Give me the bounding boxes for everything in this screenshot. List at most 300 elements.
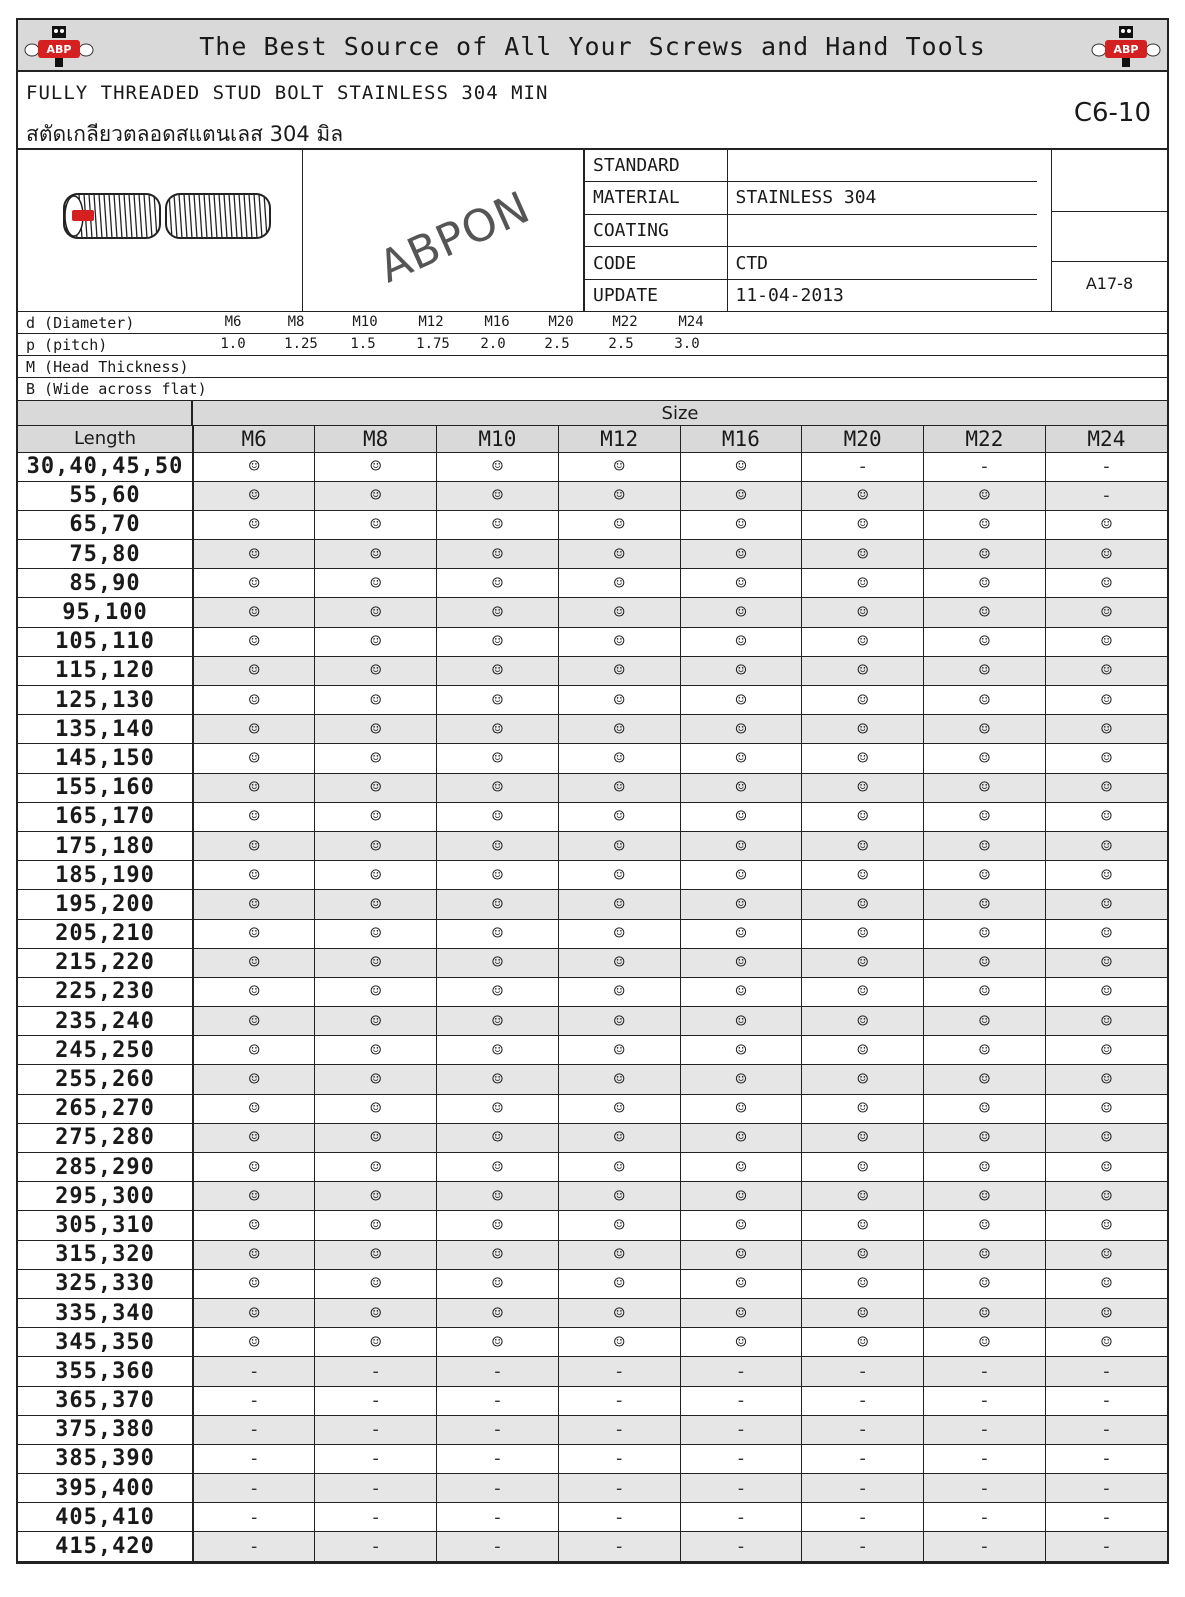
available-smiley-icon: ☺: [558, 1182, 680, 1211]
available-smiley-icon: ☺: [558, 919, 680, 948]
size-column-header: M8: [315, 426, 437, 452]
table-row: [18, 452, 1167, 481]
length-cell: 385,390: [18, 1444, 193, 1473]
available-smiley-icon: ☺: [437, 1153, 559, 1182]
unavailable-dash: -: [680, 1532, 802, 1561]
available-smiley-icon: ☺: [1045, 1269, 1167, 1298]
table-row: [18, 802, 1167, 831]
available-smiley-icon: ☺: [193, 1153, 315, 1182]
available-smiley-icon: ☺: [802, 1240, 924, 1269]
available-smiley-icon: ☺: [437, 1182, 559, 1211]
availability-table: [18, 426, 1167, 1562]
available-smiley-icon: ☺: [437, 1036, 559, 1065]
size-column-header: M12: [558, 426, 680, 452]
available-smiley-icon: ☺: [193, 1036, 315, 1065]
available-smiley-icon: ☺: [193, 569, 315, 598]
available-smiley-icon: ☺: [1045, 569, 1167, 598]
available-smiley-icon: ☺: [558, 1036, 680, 1065]
length-cell: 235,240: [18, 1007, 193, 1036]
available-smiley-icon: ☺: [558, 773, 680, 802]
available-smiley-icon: ☺: [558, 1211, 680, 1240]
table-row: [18, 1094, 1167, 1123]
watermark-cell: [303, 150, 585, 312]
available-smiley-icon: ☺: [924, 948, 1046, 977]
table-row: [18, 1123, 1167, 1152]
available-smiley-icon: ☺: [1045, 744, 1167, 773]
unavailable-dash: -: [680, 1357, 802, 1386]
available-smiley-icon: ☺: [1045, 1328, 1167, 1357]
available-smiley-icon: ☺: [802, 1094, 924, 1123]
diameter-value: M16: [484, 314, 510, 330]
available-smiley-icon: ☺: [680, 948, 802, 977]
available-smiley-icon: ☺: [924, 1298, 1046, 1327]
size-column-header: M22: [924, 426, 1046, 452]
available-smiley-icon: ☺: [315, 686, 437, 715]
available-smiley-icon: ☺: [315, 481, 437, 510]
length-cell: 125,130: [18, 686, 193, 715]
length-cell: 75,80: [18, 540, 193, 569]
available-smiley-icon: ☺: [680, 1094, 802, 1123]
table-row: [18, 1386, 1167, 1415]
available-smiley-icon: ☺: [558, 569, 680, 598]
available-smiley-icon: ☺: [680, 773, 802, 802]
available-smiley-icon: ☺: [437, 686, 559, 715]
pitch-value: 2.0: [480, 336, 506, 352]
table-row: [18, 686, 1167, 715]
available-smiley-icon: ☺: [1045, 1123, 1167, 1152]
available-smiley-icon: ☺: [924, 831, 1046, 860]
unavailable-dash: -: [558, 1503, 680, 1532]
unavailable-dash: -: [315, 1444, 437, 1473]
available-smiley-icon: ☺: [680, 598, 802, 627]
available-smiley-icon: ☺: [802, 1328, 924, 1357]
available-smiley-icon: ☺: [315, 890, 437, 919]
unavailable-dash: -: [924, 1415, 1046, 1444]
unavailable-dash: -: [558, 1357, 680, 1386]
available-smiley-icon: ☺: [437, 977, 559, 1006]
available-smiley-icon: ☺: [437, 1298, 559, 1327]
available-smiley-icon: ☺: [924, 1269, 1046, 1298]
table-row: [18, 510, 1167, 539]
available-smiley-icon: ☺: [924, 1123, 1046, 1152]
pitch-value: 1.75: [416, 336, 450, 352]
available-smiley-icon: ☺: [924, 1094, 1046, 1123]
available-smiley-icon: ☺: [437, 948, 559, 977]
length-cell: 185,190: [18, 861, 193, 890]
available-smiley-icon: ☺: [680, 569, 802, 598]
unavailable-dash: -: [802, 1357, 924, 1386]
length-cell: 335,340: [18, 1298, 193, 1327]
available-smiley-icon: ☺: [680, 1153, 802, 1182]
svg-text:ABP: ABP: [1113, 43, 1139, 56]
available-smiley-icon: ☺: [437, 598, 559, 627]
available-smiley-icon: ☺: [315, 1094, 437, 1123]
available-smiley-icon: ☺: [802, 1007, 924, 1036]
available-smiley-icon: ☺: [437, 1094, 559, 1123]
available-smiley-icon: ☺: [1045, 656, 1167, 685]
available-smiley-icon: ☺: [315, 948, 437, 977]
available-smiley-icon: ☺: [924, 569, 1046, 598]
available-smiley-icon: ☺: [680, 1269, 802, 1298]
available-smiley-icon: ☺: [437, 627, 559, 656]
available-smiley-icon: ☺: [437, 744, 559, 773]
head-thickness-label: M (Head Thickness): [26, 358, 189, 376]
available-smiley-icon: ☺: [558, 1065, 680, 1094]
unavailable-dash: -: [924, 1503, 1046, 1532]
size-label: Size: [661, 403, 699, 424]
available-smiley-icon: ☺: [193, 481, 315, 510]
available-smiley-icon: ☺: [558, 1007, 680, 1036]
available-smiley-icon: ☺: [193, 540, 315, 569]
available-smiley-icon: ☺: [437, 540, 559, 569]
diameter-value: M22: [612, 314, 638, 330]
available-smiley-icon: ☺: [680, 686, 802, 715]
unavailable-dash: -: [680, 1444, 802, 1473]
available-smiley-icon: ☺: [924, 481, 1046, 510]
available-smiley-icon: ☺: [193, 977, 315, 1006]
available-smiley-icon: ☺: [193, 1065, 315, 1094]
available-smiley-icon: ☺: [924, 1153, 1046, 1182]
available-smiley-icon: ☺: [802, 948, 924, 977]
available-smiley-icon: ☺: [924, 686, 1046, 715]
available-smiley-icon: ☺: [680, 656, 802, 685]
available-smiley-icon: ☺: [437, 1065, 559, 1094]
available-smiley-icon: ☺: [802, 1269, 924, 1298]
available-smiley-icon: ☺: [680, 1182, 802, 1211]
unavailable-dash: -: [558, 1415, 680, 1444]
available-smiley-icon: ☺: [802, 1123, 924, 1152]
available-smiley-icon: ☺: [193, 627, 315, 656]
available-smiley-icon: ☺: [680, 861, 802, 890]
available-smiley-icon: ☺: [802, 831, 924, 860]
available-smiley-icon: ☺: [437, 919, 559, 948]
available-smiley-icon: ☺: [802, 1065, 924, 1094]
title-row: [18, 72, 1167, 150]
pitch-label: p (pitch): [26, 336, 108, 354]
table-row: [18, 481, 1167, 510]
available-smiley-icon: ☺: [1045, 510, 1167, 539]
spec-label: UPDATE: [585, 279, 727, 312]
length-cell: 265,270: [18, 1094, 193, 1123]
unavailable-dash: -: [193, 1444, 315, 1473]
available-smiley-icon: ☺: [680, 715, 802, 744]
available-smiley-icon: ☺: [1045, 598, 1167, 627]
available-smiley-icon: ☺: [437, 1240, 559, 1269]
table-row: [18, 1065, 1167, 1094]
available-smiley-icon: ☺: [193, 1094, 315, 1123]
unavailable-dash: -: [924, 1357, 1046, 1386]
length-cell: 365,370: [18, 1386, 193, 1415]
diameter-value: M8: [287, 314, 305, 330]
unavailable-dash: -: [193, 1474, 315, 1503]
available-smiley-icon: ☺: [437, 656, 559, 685]
available-smiley-icon: ☺: [680, 452, 802, 481]
unavailable-dash: -: [1045, 452, 1167, 481]
available-smiley-icon: ☺: [193, 744, 315, 773]
pitch-row: [18, 334, 1167, 356]
available-smiley-icon: ☺: [1045, 686, 1167, 715]
unavailable-dash: -: [437, 1474, 559, 1503]
unavailable-dash: -: [680, 1503, 802, 1532]
length-cell: 205,210: [18, 919, 193, 948]
available-smiley-icon: ☺: [924, 1065, 1046, 1094]
available-smiley-icon: ☺: [193, 452, 315, 481]
unavailable-dash: -: [802, 1444, 924, 1473]
diameter-value: M12: [418, 314, 444, 330]
available-smiley-icon: ☺: [924, 1240, 1046, 1269]
unavailable-dash: -: [802, 1386, 924, 1415]
catalog-sheet: [16, 18, 1169, 1564]
available-smiley-icon: ☺: [680, 510, 802, 539]
available-smiley-icon: ☺: [1045, 1065, 1167, 1094]
available-smiley-icon: ☺: [1045, 1036, 1167, 1065]
length-cell: 105,110: [18, 627, 193, 656]
available-smiley-icon: ☺: [315, 861, 437, 890]
available-smiley-icon: ☺: [315, 744, 437, 773]
product-image: [18, 150, 303, 312]
available-smiley-icon: ☺: [802, 890, 924, 919]
available-smiley-icon: ☺: [1045, 802, 1167, 831]
unavailable-dash: -: [802, 1532, 924, 1561]
length-header: Length: [18, 426, 193, 452]
length-cell: 85,90: [18, 569, 193, 598]
available-smiley-icon: ☺: [802, 715, 924, 744]
unavailable-dash: -: [193, 1415, 315, 1444]
available-smiley-icon: ☺: [315, 540, 437, 569]
diameter-label: d (Diameter): [26, 314, 135, 332]
available-smiley-icon: ☺: [315, 627, 437, 656]
length-cell: 315,320: [18, 1240, 193, 1269]
unavailable-dash: -: [437, 1444, 559, 1473]
available-smiley-icon: ☺: [802, 1298, 924, 1327]
available-smiley-icon: ☺: [315, 1153, 437, 1182]
available-smiley-icon: ☺: [315, 831, 437, 860]
available-smiley-icon: ☺: [680, 1007, 802, 1036]
diameter-value: M20: [548, 314, 574, 330]
table-row: [18, 1328, 1167, 1357]
available-smiley-icon: ☺: [193, 1007, 315, 1036]
stud-bolt-icon: [18, 150, 303, 312]
length-cell: 255,260: [18, 1065, 193, 1094]
unavailable-dash: -: [1045, 1474, 1167, 1503]
available-smiley-icon: ☺: [924, 598, 1046, 627]
available-smiley-icon: ☺: [1045, 715, 1167, 744]
spec-value: STAINLESS 304: [727, 182, 1037, 215]
available-smiley-icon: ☺: [315, 1123, 437, 1152]
product-title-en: FULLY THREADED STUD BOLT STAINLESS 304 MIN: [26, 82, 549, 104]
table-row: [18, 1532, 1167, 1561]
available-smiley-icon: ☺: [558, 540, 680, 569]
table-row: [18, 831, 1167, 860]
available-smiley-icon: ☺: [680, 802, 802, 831]
size-column-header: M6: [193, 426, 315, 452]
available-smiley-icon: ☺: [924, 1007, 1046, 1036]
unavailable-dash: -: [1045, 1532, 1167, 1561]
available-smiley-icon: ☺: [802, 1036, 924, 1065]
available-smiley-icon: ☺: [558, 948, 680, 977]
table-row: [18, 890, 1167, 919]
available-smiley-icon: ☺: [1045, 1298, 1167, 1327]
available-smiley-icon: ☺: [315, 1182, 437, 1211]
head-thickness-row: [18, 356, 1167, 378]
available-smiley-icon: ☺: [924, 919, 1046, 948]
available-smiley-icon: ☺: [193, 1298, 315, 1327]
available-smiley-icon: ☺: [437, 452, 559, 481]
available-smiley-icon: ☺: [558, 1153, 680, 1182]
unavailable-dash: -: [1045, 1415, 1167, 1444]
unavailable-dash: -: [193, 1532, 315, 1561]
table-row: [18, 1444, 1167, 1473]
length-cell: 285,290: [18, 1153, 193, 1182]
length-cell: 275,280: [18, 1123, 193, 1152]
length-cell: 195,200: [18, 890, 193, 919]
available-smiley-icon: ☺: [924, 744, 1046, 773]
unavailable-dash: -: [924, 1532, 1046, 1561]
diameter-value: M10: [352, 314, 378, 330]
available-smiley-icon: ☺: [315, 715, 437, 744]
spec-table: [585, 150, 1037, 312]
available-smiley-icon: ☺: [558, 890, 680, 919]
available-smiley-icon: ☺: [193, 715, 315, 744]
table-row: [18, 773, 1167, 802]
available-smiley-icon: ☺: [315, 1211, 437, 1240]
available-smiley-icon: ☺: [680, 919, 802, 948]
unavailable-dash: -: [558, 1386, 680, 1415]
unavailable-dash: -: [315, 1386, 437, 1415]
table-row: [18, 540, 1167, 569]
available-smiley-icon: ☺: [802, 773, 924, 802]
length-cell: 375,380: [18, 1415, 193, 1444]
unavailable-dash: -: [315, 1415, 437, 1444]
available-smiley-icon: ☺: [437, 510, 559, 539]
available-smiley-icon: ☺: [924, 510, 1046, 539]
available-smiley-icon: ☺: [680, 481, 802, 510]
available-smiley-icon: ☺: [680, 627, 802, 656]
available-smiley-icon: ☺: [680, 1211, 802, 1240]
wide-across-flat-row: [18, 378, 1167, 400]
available-smiley-icon: ☺: [680, 977, 802, 1006]
length-cell: 95,100: [18, 598, 193, 627]
wide-across-flat-label: B (Wide across flat): [26, 380, 207, 398]
pitch-value: 1.5: [350, 336, 376, 352]
unavailable-dash: -: [680, 1415, 802, 1444]
available-smiley-icon: ☺: [1045, 773, 1167, 802]
available-smiley-icon: ☺: [924, 890, 1046, 919]
available-smiley-icon: ☺: [558, 1240, 680, 1269]
unavailable-dash: -: [437, 1386, 559, 1415]
available-smiley-icon: ☺: [193, 1328, 315, 1357]
available-smiley-icon: ☺: [1045, 831, 1167, 860]
available-smiley-icon: ☺: [315, 977, 437, 1006]
length-cell: 65,70: [18, 510, 193, 539]
available-smiley-icon: ☺: [1045, 627, 1167, 656]
available-smiley-icon: ☺: [1045, 540, 1167, 569]
pitch-value: 1.0: [220, 336, 246, 352]
available-smiley-icon: ☺: [924, 1182, 1046, 1211]
available-smiley-icon: ☺: [802, 744, 924, 773]
table-row: [18, 1211, 1167, 1240]
product-code: C6-10: [1073, 98, 1151, 128]
available-smiley-icon: ☺: [558, 1328, 680, 1357]
size-header: [18, 400, 1167, 426]
available-smiley-icon: ☺: [1045, 977, 1167, 1006]
available-smiley-icon: ☺: [315, 598, 437, 627]
table-row: [18, 656, 1167, 685]
available-smiley-icon: ☺: [315, 1065, 437, 1094]
available-smiley-icon: ☺: [193, 948, 315, 977]
available-smiley-icon: ☺: [437, 1211, 559, 1240]
available-smiley-icon: ☺: [924, 773, 1046, 802]
available-smiley-icon: ☺: [802, 540, 924, 569]
available-smiley-icon: ☺: [680, 1328, 802, 1357]
length-cell: 215,220: [18, 948, 193, 977]
pitch-value: 2.5: [544, 336, 570, 352]
available-smiley-icon: ☺: [315, 569, 437, 598]
available-smiley-icon: ☺: [315, 1269, 437, 1298]
unavailable-dash: -: [1045, 1357, 1167, 1386]
available-smiley-icon: ☺: [437, 773, 559, 802]
available-smiley-icon: ☺: [1045, 890, 1167, 919]
available-smiley-icon: ☺: [437, 1007, 559, 1036]
unavailable-dash: -: [315, 1503, 437, 1532]
available-smiley-icon: ☺: [1045, 919, 1167, 948]
unavailable-dash: -: [315, 1532, 437, 1561]
available-smiley-icon: ☺: [802, 481, 924, 510]
banner: [18, 20, 1167, 72]
length-cell: 225,230: [18, 977, 193, 1006]
available-smiley-icon: ☺: [558, 598, 680, 627]
available-smiley-icon: ☺: [193, 510, 315, 539]
available-smiley-icon: ☺: [437, 802, 559, 831]
available-smiley-icon: ☺: [193, 831, 315, 860]
reference-code: A17-8: [1085, 274, 1134, 293]
available-smiley-icon: ☺: [680, 1065, 802, 1094]
spec-label: CODE: [585, 247, 727, 280]
table-row: [18, 1182, 1167, 1211]
available-smiley-icon: ☺: [680, 1298, 802, 1327]
available-smiley-icon: ☺: [558, 861, 680, 890]
unavailable-dash: -: [558, 1532, 680, 1561]
unavailable-dash: -: [924, 1444, 1046, 1473]
available-smiley-icon: ☺: [437, 1123, 559, 1152]
available-smiley-icon: ☺: [1045, 1007, 1167, 1036]
size-column-header: M10: [437, 426, 559, 452]
table-row: [18, 861, 1167, 890]
available-smiley-icon: ☺: [315, 510, 437, 539]
length-cell: 405,410: [18, 1503, 193, 1532]
available-smiley-icon: ☺: [315, 1240, 437, 1269]
spec-label: COATING: [585, 214, 727, 247]
available-smiley-icon: ☺: [193, 656, 315, 685]
available-smiley-icon: ☺: [558, 715, 680, 744]
size-column-header: M24: [1045, 426, 1167, 452]
available-smiley-icon: ☺: [802, 1153, 924, 1182]
spec-block: [18, 150, 1167, 312]
available-smiley-icon: ☺: [193, 773, 315, 802]
available-smiley-icon: ☺: [558, 1269, 680, 1298]
table-row: [18, 977, 1167, 1006]
table-row: [18, 569, 1167, 598]
length-cell: 145,150: [18, 744, 193, 773]
available-smiley-icon: ☺: [1045, 861, 1167, 890]
table-row: [18, 1269, 1167, 1298]
spec-value: CTD: [727, 247, 1037, 280]
available-smiley-icon: ☺: [558, 831, 680, 860]
available-smiley-icon: ☺: [315, 1036, 437, 1065]
length-cell: 155,160: [18, 773, 193, 802]
unavailable-dash: -: [437, 1532, 559, 1561]
available-smiley-icon: ☺: [437, 861, 559, 890]
